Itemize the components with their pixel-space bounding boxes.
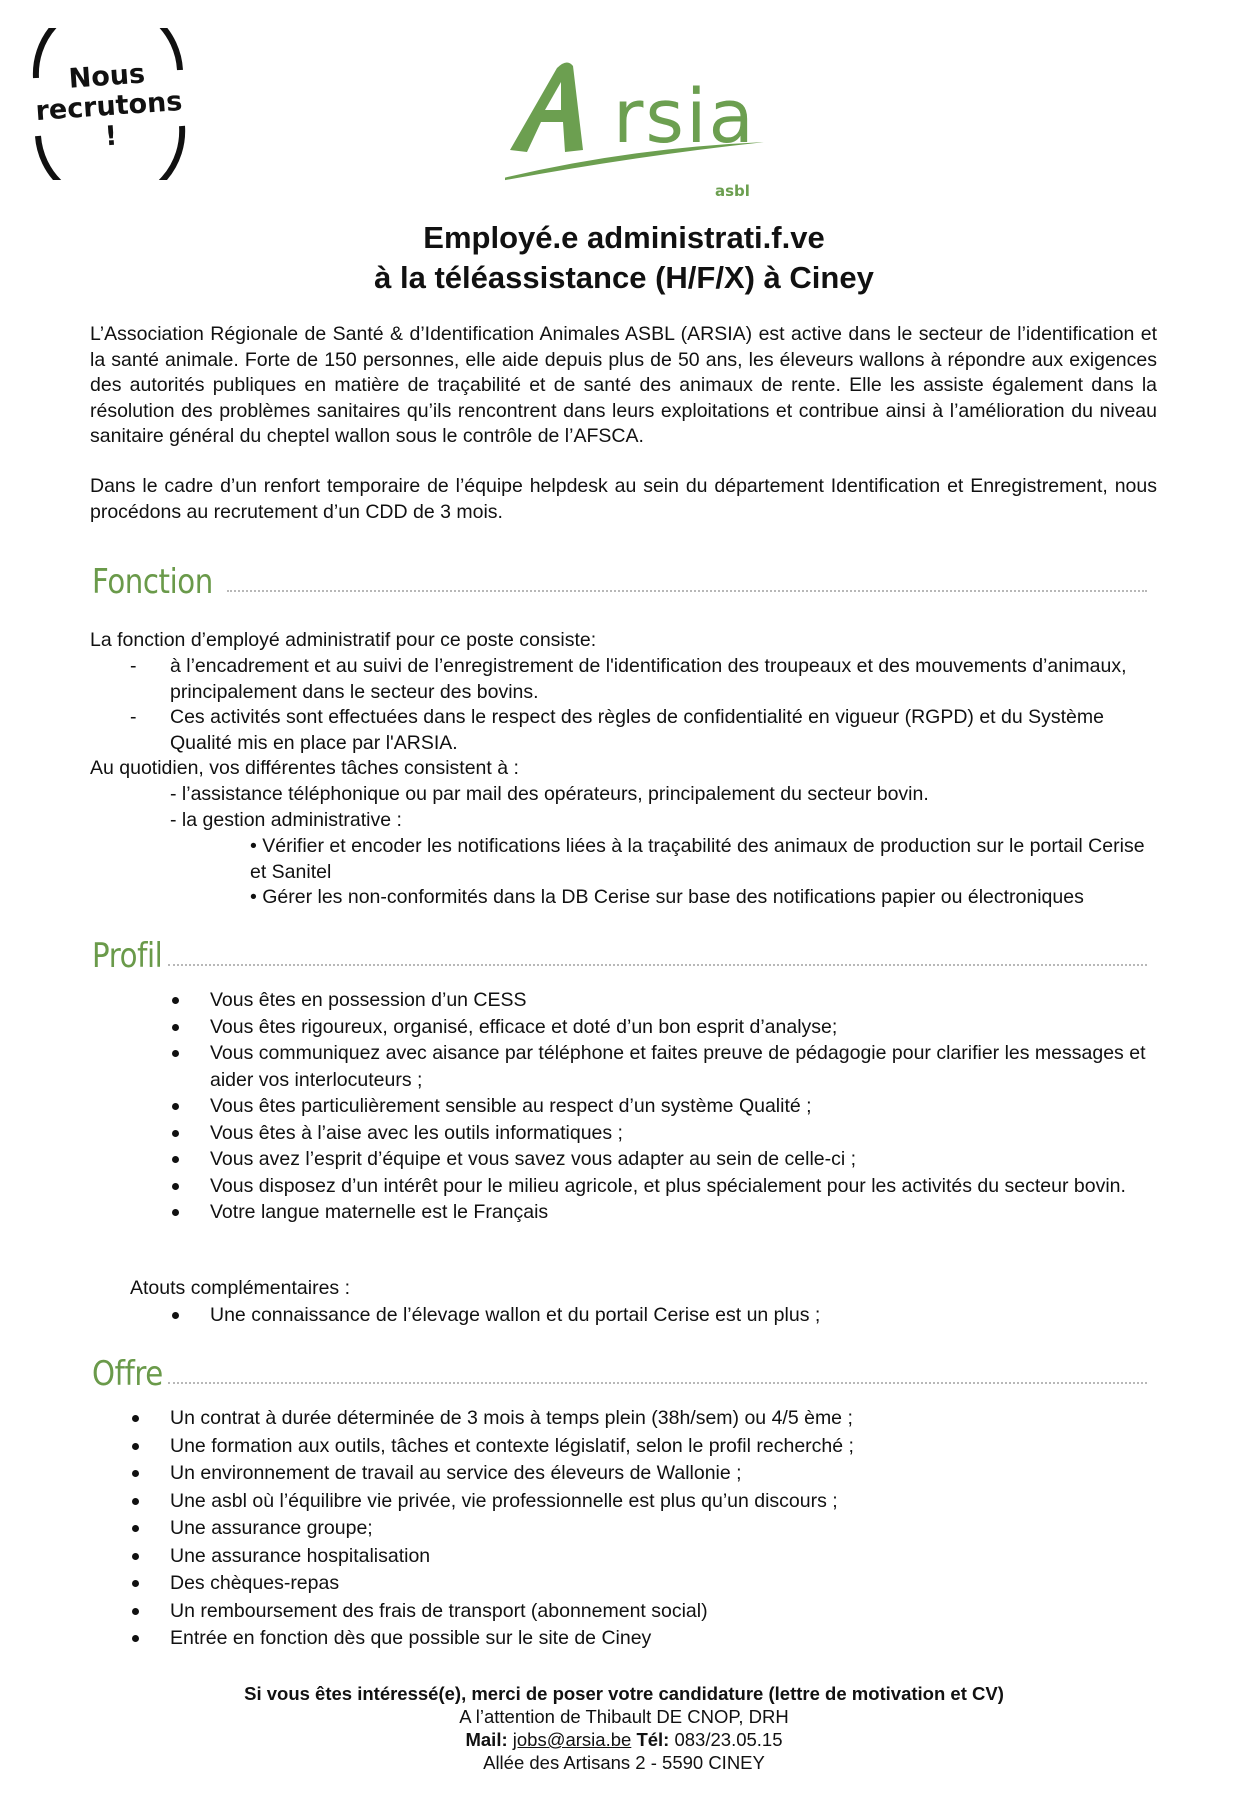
subtask-item: • Gérer les non-conformités dans la DB Cerise sur base des notifications papier ou électroniques (250, 886, 1084, 908)
dotted-divider (168, 964, 1147, 966)
arsia-logo (505, 30, 775, 200)
profil-item: Vous disposez d’un intérêt pour le milieu agricole, et plus spécialement pour les activités du secteur bovin. (172, 1173, 1152, 1200)
offre-item: Un contrat à durée déterminée de 3 mois à temps plein (38h/sem) ou 4/5 ème ; (132, 1405, 1152, 1433)
dash-text: à l’encadrement et au suivi de l’enregistrement de l'identification des troupeaux et des mouvements d’animaux, principalement dans le secteur des bovins. (170, 655, 1127, 703)
logo-asbl: asbl (715, 182, 750, 200)
bullet-icon (172, 1156, 179, 1163)
profil-list (172, 987, 1152, 1226)
bullet-icon (172, 1312, 179, 1319)
offre-item: Une assurance groupe; (132, 1515, 1152, 1543)
dotted-divider (227, 590, 1147, 592)
extras-label: Atouts complémentaires : (130, 1277, 351, 1299)
bullet-icon (172, 1209, 179, 1216)
bullet-icon (172, 1103, 179, 1110)
offre-item: Une formation aux outils, tâches et contexte législatif, selon le profil recherché ; (132, 1433, 1152, 1461)
bullet-icon (132, 1498, 139, 1505)
bullet-icon (172, 997, 179, 1004)
bullet-icon (172, 1024, 179, 1031)
fonction-dash-item (90, 654, 1160, 705)
extras-item: Une connaissance de l’élevage wallon et du portail Cerise est un plus ; (172, 1302, 1152, 1329)
bullet-icon (172, 1130, 179, 1137)
bullet-icon (172, 1050, 179, 1057)
tel-label: Tél: (636, 1729, 670, 1750)
email-link[interactable]: jobs@arsia.be (512, 1729, 632, 1750)
stamp-text (25, 56, 193, 157)
title-line-2: à la téléassistance (H/F/X) à Ciney (374, 260, 874, 295)
offre-item: Entrée en fonction dès que possible sur le site de Ciney (132, 1625, 1152, 1653)
section-title: Offre (92, 1354, 163, 1394)
profil-item: Votre langue maternelle est le Français (172, 1199, 1152, 1226)
fonction-dash-item (90, 705, 1160, 756)
profil-item: Vous êtes particulièrement sensible au respect d’un système Qualité ; (172, 1093, 1152, 1120)
section-title: Profil (92, 936, 163, 976)
bullet-icon (172, 1183, 179, 1190)
profil-item: Vous êtes rigoureux, organisé, efficace et doté d’un bon esprit d’analyse; (172, 1014, 1152, 1041)
profil-item: Vous communiquez avec aisance par téléphone et faites preuve de pédagogie pour clarifier les messages et aider vos interlocuteurs ; (172, 1040, 1152, 1093)
section-heading-fonction (92, 558, 1147, 602)
profil-item: Vous avez l’esprit d’équipe et vous savez vous adapter au sein de celle-ci ; (172, 1146, 1152, 1173)
title-line-1: Employé.e administrati.f.ve (423, 220, 825, 255)
section-heading-offre (92, 1350, 1147, 1394)
bullet-icon (132, 1470, 139, 1477)
bullet-icon (132, 1635, 139, 1642)
application-cta: Si vous êtes intéressé(e), merci de poser votre candidature (lettre de motivation et CV) (244, 1683, 1004, 1704)
offre-item: Une asbl où l’équilibre vie privée, vie professionnelle est plus qu’un discours ; (132, 1488, 1152, 1516)
offre-item: Une assurance hospitalisation (132, 1543, 1152, 1571)
bullet-icon (132, 1525, 139, 1532)
section-title: Fonction (92, 562, 213, 602)
dash-marker: - (130, 706, 137, 728)
stamp-line-1: Nous (67, 58, 147, 95)
offre-list (132, 1405, 1152, 1653)
daily-lead: Au quotidien, vos différentes tâches consistent à : (90, 757, 519, 779)
address-line: Allée des Artisans 2 - 5590 CINEY (483, 1752, 765, 1773)
logo-wordmark: rsia (613, 74, 756, 160)
extras-list (172, 1302, 1152, 1329)
profil-item: Vous êtes à l’aise avec les outils informatiques ; (172, 1120, 1152, 1147)
bullet-icon (132, 1415, 139, 1422)
profil-item: Vous êtes en possession d’un CESS (172, 987, 1152, 1014)
bullet-icon (132, 1608, 139, 1615)
stamp-line-2: recrutons ! (34, 85, 184, 153)
offre-item: Un remboursement des frais de transport (abonnement social) (132, 1598, 1152, 1626)
phone-number: 083/23.05.15 (674, 1729, 783, 1750)
contact-line (0, 1728, 1248, 1751)
bullet-icon (132, 1553, 139, 1560)
mail-label: Mail: (465, 1729, 508, 1750)
bullet-icon (132, 1443, 139, 1450)
contact-footer (0, 1682, 1248, 1774)
dash-marker: - (130, 655, 137, 677)
bullet-icon (132, 1580, 139, 1587)
attention-line: A l’attention de Thibault DE CNOP, DRH (459, 1706, 789, 1727)
offre-item: Un environnement de travail au service des éleveurs de Wallonie ; (132, 1460, 1152, 1488)
intro-paragraph-1: L’Association Régionale de Santé & d’Identification Animales ASBL (ARSIA) est active dans le secteur de l’identification et la santé animale. Forte de 150 personnes, elle aide depuis plus de 50 ans, les éleveurs wallons à répondre aux exigences des autorités publiques en matière de traçabilité et de santé des animaux de rente. Elle les assiste également dans la résolution des problèmes sanitaires qu’ils rencontrent dans leurs exploitations et contribue ainsi à l’amélioration du niveau sanitaire général du cheptel wallon sous le contrôle de l’AFSCA. (90, 323, 1157, 447)
dotted-divider (168, 1382, 1147, 1384)
task-item: - l’assistance téléphonique ou par mail des opérateurs, principalement du secteur bovin. (170, 783, 929, 805)
subtask-item: • Vérifier et encoder les notifications liées à la traçabilité des animaux de production sur le portail Cerise et Sanitel (250, 835, 1145, 883)
task-item: - la gestion administrative : (170, 809, 402, 831)
fonction-lead: La fonction d’employé administratif pour ce poste consiste: (90, 629, 597, 651)
dash-text: Ces activités sont effectuées dans le respect des règles de confidentialité en vigueur (RGPD) et du Système Qualité mis en place par l'ARSIA. (170, 706, 1104, 754)
intro-paragraph-2: Dans le cadre d’un renfort temporaire de l’équipe helpdesk au sein du département Identification et Enregistrement, nous procédons au recrutement d’un CDD de 3 mois. (90, 475, 1157, 523)
section-heading-profil (92, 932, 1147, 976)
recruiting-stamp (28, 28, 190, 180)
offre-item: Des chèques-repas (132, 1570, 1152, 1598)
page-title (0, 218, 1248, 298)
